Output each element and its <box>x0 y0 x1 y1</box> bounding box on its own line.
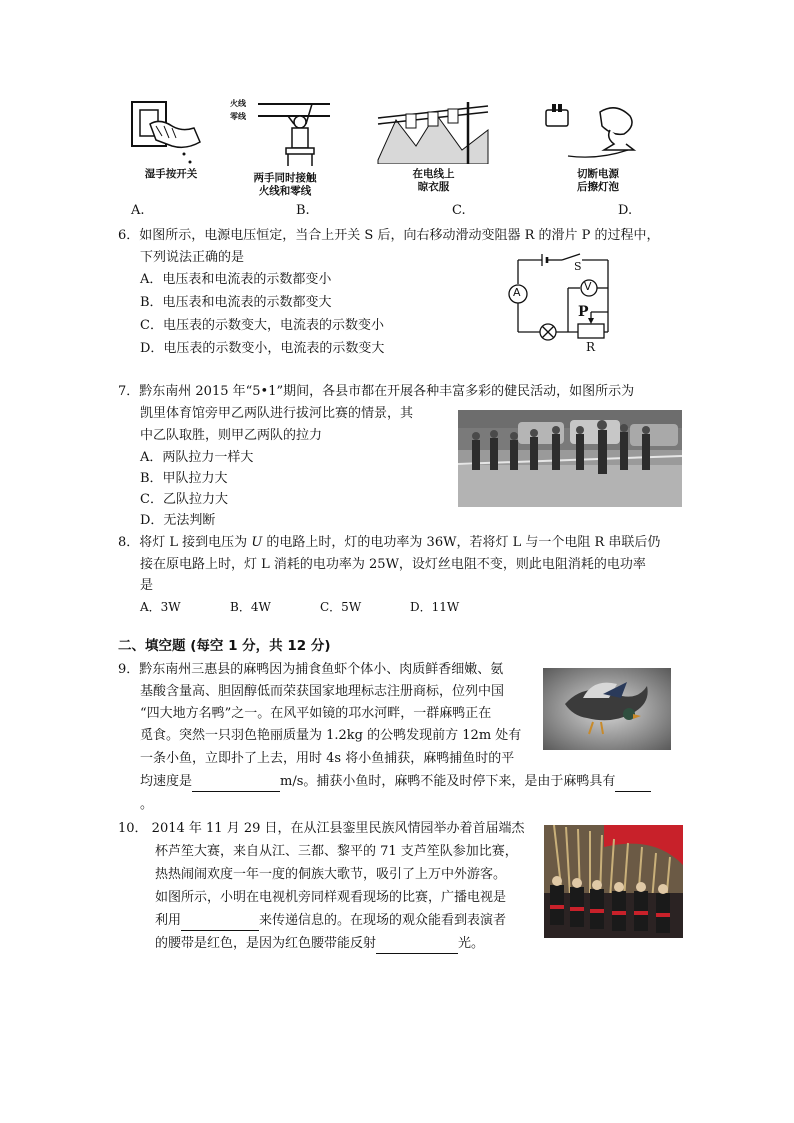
figure-b-letter: B. <box>296 203 310 218</box>
figure-b-caption-2: 火线和零线 <box>258 185 312 197</box>
clothes-on-wire-illustration <box>376 100 491 164</box>
live-wire-label: 火线 <box>230 99 246 108</box>
touch-live-neutral-illustration <box>230 96 340 168</box>
q7-option-d: D．无法判断 <box>140 513 216 528</box>
q8-line3: 是 <box>140 578 154 593</box>
q10-blank-medium[interactable] <box>181 916 259 931</box>
q10-line5: 利用 来传递信息的。在现场的观众能看到表演者 <box>155 910 506 931</box>
resistor-label: R <box>586 340 596 354</box>
q7-line1: 7．黔东南州 2015 年“5•1”期间，各县市都在开展各种丰富多彩的健民活动，如图所示为 <box>118 384 635 399</box>
switch-label: S <box>574 260 582 273</box>
lamp-wipe-illustration <box>540 100 660 164</box>
q9-line1: 9．黔东南州三惠县的麻鸭因为捕食鱼虾个体小、肉质鲜香细嫩、氨 <box>118 662 504 677</box>
figure-d-caption-1: 切断电源 <box>577 168 619 180</box>
tug-of-war-photo <box>458 410 682 507</box>
figure-d-letter: D. <box>618 203 633 218</box>
slider-label: P <box>578 304 589 320</box>
figure-c-caption-2: 晾衣服 <box>417 181 450 193</box>
q9-blank-inertia[interactable] <box>615 777 651 792</box>
q6-stem-line1: 6．如图所示，电源电压恒定，当合上开关 S 后，向右移动滑动变阻器 R 的滑片 P 的过程中， <box>118 228 660 243</box>
duck-photo <box>543 668 671 750</box>
q8-option-a: A．3W <box>140 600 181 614</box>
figure-d-caption-2: 后擦灯泡 <box>577 181 619 193</box>
q10-line6: 的腰带是红色，是因为红色腰带能反射 光。 <box>155 933 484 954</box>
q6-circuit-diagram <box>498 250 618 358</box>
q9-line5: 一条小鱼，立即扑了上去，用时 4s 将小鱼捕获，麻鸭捕鱼时的平 <box>140 751 515 766</box>
figure-a-caption: 湿手按开关 <box>144 168 198 180</box>
q6-option-d: D．电压表的示数变小，电流表的示数变大 <box>140 341 385 356</box>
q10-line3: 热热闹闹欢度一年一度的侗族大歌节，吸引了上万中外游客。 <box>155 867 507 882</box>
q8-option-d: D．11W <box>410 600 460 614</box>
q7-line2: 凯里体育馆旁甲乙两队进行拔河比赛的情景，其 <box>140 406 414 421</box>
q9-blank-speed[interactable] <box>192 777 280 792</box>
q7-option-a: A．两队拉力一样大 <box>140 450 254 465</box>
figure-c-caption-1: 在电线上 <box>412 168 455 180</box>
figure-b <box>230 96 340 201</box>
q9-line7: 。 <box>140 797 154 812</box>
q7-option-b: B．甲队拉力大 <box>140 471 228 486</box>
q10-line2: 杯芦笙大赛，来自从江、三都、黎平的 71 支芦笙队参加比赛， <box>155 844 518 859</box>
wet-hand-switch-illustration <box>126 96 216 176</box>
figure-b-caption-1: 两手同时接触 <box>253 172 317 184</box>
q8-option-b: B．4W <box>230 600 271 614</box>
q7-option-c: C．乙队拉力大 <box>140 492 228 507</box>
figure-c-letter: C. <box>452 203 466 218</box>
figure-a-letter: A. <box>131 203 145 218</box>
q6-option-a: A．电压表和电流表的示数都变小 <box>140 272 332 287</box>
q10-line1: 10． 2014 年 11 月 29 日，在从江县銮里民族风情园举办着首届端杰 <box>118 821 525 836</box>
section-title-fill-in: 二、填空题 (每空 1 分，共 12 分) <box>118 638 331 654</box>
lusheng-performance-photo <box>544 825 683 938</box>
q8-line2: 接在原电路上时，灯 L 消耗的电功率为 25W，设灯丝电阻不变，则此电阻消耗的电功率 <box>140 557 646 572</box>
q9-line4: 觅食。突然一只羽色艳丽质量为 1.2kg 的公鸭发现前方 12m 处有 <box>140 728 522 743</box>
neutral-wire-label: 零线 <box>230 112 246 121</box>
figure-a <box>126 96 216 196</box>
q6-option-c: C．电压表的示数变大，电流表的示数变小 <box>140 318 384 333</box>
voltmeter-label: V <box>584 280 592 293</box>
q9-line6: 均速度是 m/s。捕获小鱼时，麻鸭不能及时停下来，是由于麻鸭具有 <box>140 771 651 792</box>
ammeter-label: A <box>513 286 521 299</box>
q7-line3: 中乙队取胜，则甲乙两队的拉力 <box>140 428 323 443</box>
q8-option-c: C．5W <box>320 600 362 614</box>
q10-blank-color[interactable] <box>376 939 458 954</box>
q10-line4: 如图所示，小明在电视机旁同样观看现场的比赛，广播电视是 <box>155 890 507 905</box>
figure-d <box>540 100 660 200</box>
figure-c <box>376 100 491 200</box>
q6-option-b: B．电压表和电流表的示数都变大 <box>140 295 332 310</box>
q8-line1: 8．将灯 L 接到电压为 U 的电路上时，灯的电功率为 36W，若将灯 L 与一个电阻 R 串联后仍 <box>118 535 661 550</box>
q6-stem-line2: 下列说法正确的是 <box>140 250 245 265</box>
q9-line3: “四大地方名鸭”之一。在风平如镜的邛水河畔，一群麻鸭正在 <box>140 706 492 721</box>
q9-line2: 基酸含量高、胆固醇低而荣获国家地理标志注册商标，位列中国 <box>140 684 505 699</box>
